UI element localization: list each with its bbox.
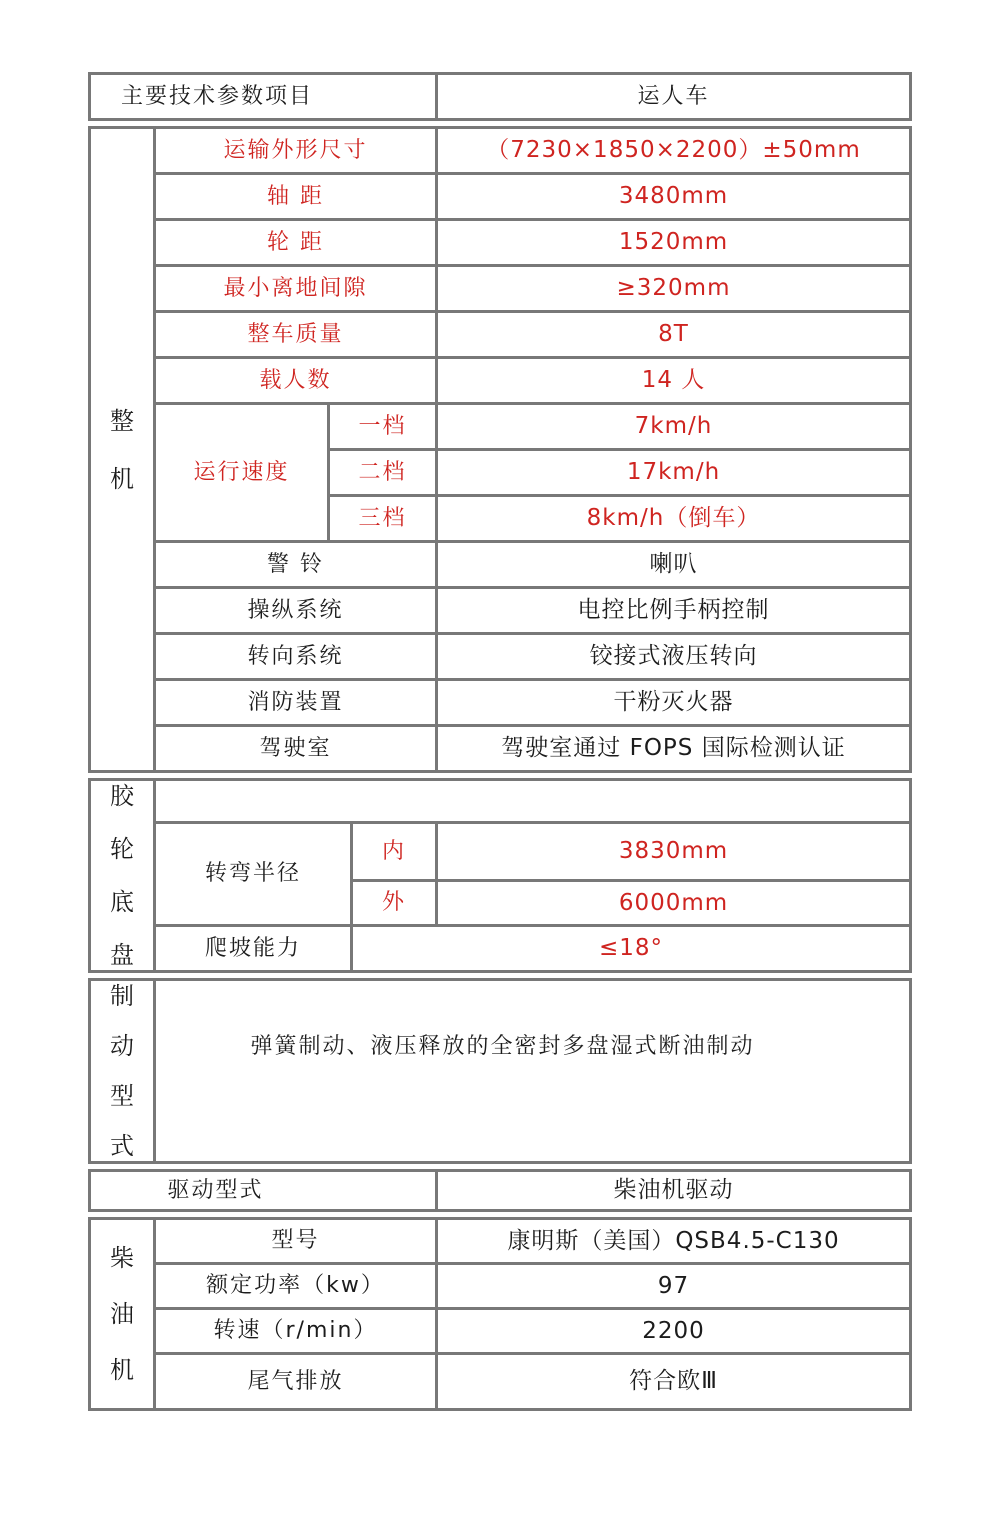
table-row bbox=[90, 128, 911, 174]
table-row bbox=[90, 1309, 911, 1354]
engine-group-label bbox=[91, 1243, 153, 1385]
turn-radius-label: 转弯半径 bbox=[155, 823, 352, 926]
header-param-cell: 主要技术参数项目 bbox=[90, 74, 437, 120]
engine-section-table bbox=[88, 1217, 912, 1411]
brake-description: 弹簧制动、液压释放的全密封多盘湿式断油制动 bbox=[155, 980, 911, 1163]
group-label-char: 机 bbox=[110, 464, 134, 493]
turn-radius-outer-label: 外 bbox=[352, 881, 437, 926]
group-label-char: 油 bbox=[110, 1300, 134, 1328]
table-row bbox=[90, 926, 911, 972]
empty-spacer-cell bbox=[155, 780, 911, 823]
param-value: ≥320mm bbox=[437, 266, 911, 312]
table-row bbox=[90, 1219, 911, 1264]
table-row bbox=[90, 174, 911, 220]
group-label-char: 型 bbox=[110, 1082, 134, 1110]
climb-value: ≤18° bbox=[352, 926, 911, 972]
turn-radius-inner-value: 3830mm bbox=[437, 823, 911, 881]
param-value: 8T bbox=[437, 312, 911, 358]
param-label: 尾气排放 bbox=[155, 1354, 437, 1410]
table-row bbox=[90, 404, 911, 450]
speed-group-label: 运行速度 bbox=[155, 404, 329, 542]
table-row bbox=[90, 542, 911, 588]
table-row bbox=[90, 588, 911, 634]
table-row bbox=[90, 220, 911, 266]
table-row bbox=[90, 634, 911, 680]
table-row bbox=[90, 1354, 911, 1410]
table-row bbox=[90, 358, 911, 404]
gear-label: 一档 bbox=[329, 404, 437, 450]
param-value: 符合欧Ⅲ bbox=[437, 1354, 911, 1410]
param-label: 整车质量 bbox=[155, 312, 437, 358]
group-label-char: 动 bbox=[110, 1032, 134, 1060]
brake-section-table bbox=[88, 978, 912, 1164]
drive-type-value: 柴油机驱动 bbox=[437, 1171, 911, 1211]
param-label: 载人数 bbox=[155, 358, 437, 404]
param-value: 喇叭 bbox=[437, 542, 911, 588]
param-label: 转向系统 bbox=[155, 634, 437, 680]
table-row bbox=[90, 680, 911, 726]
param-label: 转速（r/min） bbox=[155, 1309, 437, 1354]
param-label: 警 铃 bbox=[155, 542, 437, 588]
chassis-group-label bbox=[91, 781, 153, 970]
gear-value: 17km/h bbox=[437, 450, 911, 496]
param-label: 运输外形尺寸 bbox=[155, 128, 437, 174]
param-value: 3480mm bbox=[437, 174, 911, 220]
table-row bbox=[90, 266, 911, 312]
param-value: 97 bbox=[437, 1264, 911, 1309]
drive-type-label: 驱动型式 bbox=[90, 1171, 437, 1211]
machine-section-table bbox=[88, 126, 912, 773]
param-label: 轮 距 bbox=[155, 220, 437, 266]
table-row bbox=[90, 823, 911, 881]
table-row bbox=[90, 780, 911, 823]
param-label: 轴 距 bbox=[155, 174, 437, 220]
param-value: 2200 bbox=[437, 1309, 911, 1354]
param-label: 驾驶室 bbox=[155, 726, 437, 772]
param-label: 操纵系统 bbox=[155, 588, 437, 634]
group-label-char: 轮 bbox=[110, 835, 134, 863]
param-value: 1520mm bbox=[437, 220, 911, 266]
group-label-char: 整 bbox=[110, 406, 134, 435]
param-value: 14 人 bbox=[437, 358, 911, 404]
table-row bbox=[90, 312, 911, 358]
param-value: 电控比例手柄控制 bbox=[437, 588, 911, 634]
chassis-group-label-cell bbox=[90, 780, 155, 972]
group-label-char: 盘 bbox=[110, 941, 134, 969]
brake-group-label-cell bbox=[90, 980, 155, 1163]
param-value: 驾驶室通过 FOPS 国际检测认证 bbox=[437, 726, 911, 772]
group-label-char: 柴 bbox=[110, 1244, 134, 1272]
climb-label: 爬坡能力 bbox=[155, 926, 352, 972]
gear-value: 7km/h bbox=[437, 404, 911, 450]
machine-group-label bbox=[91, 406, 153, 494]
gear-value: 8km/h（倒车） bbox=[437, 496, 911, 542]
spec-document bbox=[88, 72, 912, 1411]
table-row bbox=[90, 726, 911, 772]
spec-header-table bbox=[88, 72, 912, 121]
turn-radius-inner-label: 内 bbox=[352, 823, 437, 881]
table-row bbox=[90, 980, 911, 1163]
chassis-section-table bbox=[88, 778, 912, 973]
gear-label: 三档 bbox=[329, 496, 437, 542]
table-row bbox=[90, 1171, 911, 1211]
param-label: 额定功率（kw） bbox=[155, 1264, 437, 1309]
param-label: 消防装置 bbox=[155, 680, 437, 726]
param-label: 型号 bbox=[155, 1219, 437, 1264]
param-label: 最小离地间隙 bbox=[155, 266, 437, 312]
turn-radius-outer-value: 6000mm bbox=[437, 881, 911, 926]
group-label-char: 底 bbox=[110, 888, 134, 916]
engine-group-label-cell bbox=[90, 1219, 155, 1410]
group-label-char: 胶 bbox=[110, 782, 134, 810]
drive-section-table bbox=[88, 1169, 912, 1212]
gear-label: 二档 bbox=[329, 450, 437, 496]
brake-group-label bbox=[91, 981, 153, 1161]
group-label-char: 式 bbox=[110, 1132, 134, 1160]
param-value: （7230×1850×2200）±50mm bbox=[437, 128, 911, 174]
group-label-char: 机 bbox=[110, 1356, 134, 1384]
param-value: 铰接式液压转向 bbox=[437, 634, 911, 680]
param-value: 干粉灭火器 bbox=[437, 680, 911, 726]
table-row bbox=[90, 1264, 911, 1309]
param-value: 康明斯（美国）QSB4.5-C130 bbox=[437, 1219, 911, 1264]
machine-group-label-cell bbox=[90, 128, 155, 772]
group-label-char: 制 bbox=[110, 982, 134, 1010]
header-row bbox=[90, 74, 911, 120]
header-product-cell: 运人车 bbox=[437, 74, 911, 120]
